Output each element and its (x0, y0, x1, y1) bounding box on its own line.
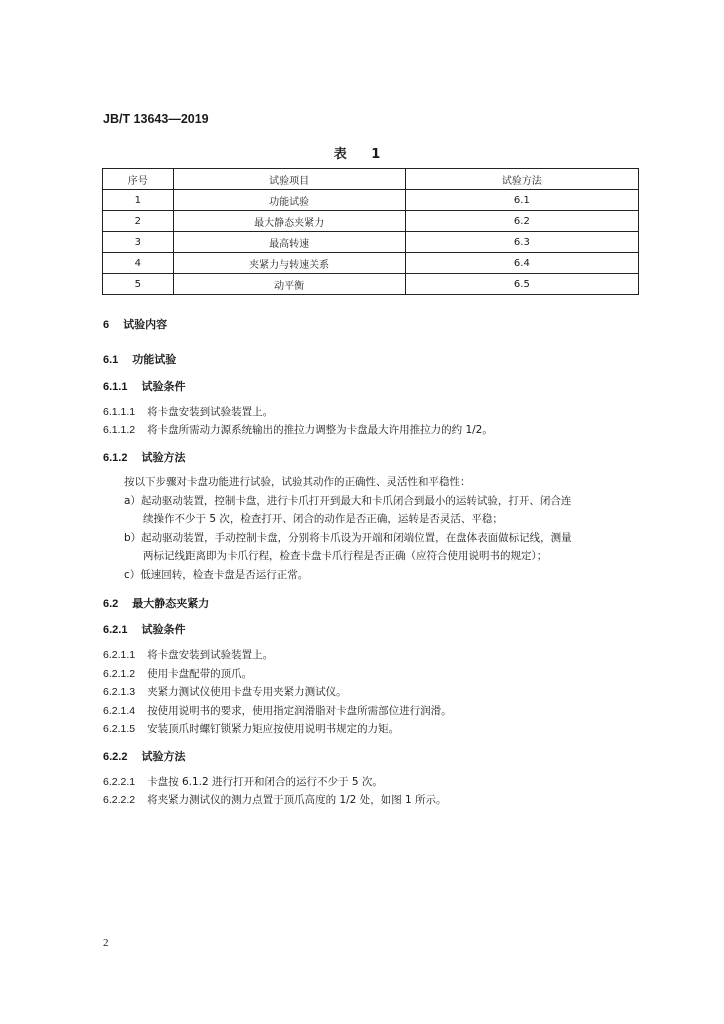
test-items-table (102, 168, 639, 295)
header-test-method: 试验方法 (405, 169, 638, 190)
clause-text: 将卡盘安装到试验装置上。 (147, 649, 274, 661)
cell-test-item: 最高转速 (173, 232, 405, 253)
section-heading (103, 351, 176, 367)
clause-paragraph (103, 684, 347, 699)
clause-number: 6.2.2.2 (103, 794, 136, 806)
page-number: 2 (103, 937, 109, 949)
cell-test-method: 6.1 (405, 190, 638, 211)
clause-number: 6.2.1.1 (103, 649, 136, 661)
cell-serial: 3 (103, 232, 174, 253)
cell-test-method: 6.3 (405, 232, 638, 253)
table-header-row (103, 169, 639, 190)
section-title: 试验方法 (141, 750, 186, 763)
list-item-a-continued: 续操作不少于 5 次，检查打开、闭合的动作是否正确，运转是否灵活、平稳； (143, 513, 503, 525)
cell-test-method: 6.2 (405, 211, 638, 232)
section-heading (103, 449, 185, 465)
clause-number: 6.2.1.3 (103, 686, 136, 698)
table-caption: 表 1 (333, 147, 391, 162)
cell-serial: 2 (103, 211, 174, 232)
cell-test-item: 夹紧力与转速关系 (173, 253, 405, 274)
cell-serial: 5 (103, 274, 174, 295)
section-title: 试验内容 (123, 318, 168, 331)
section-number: 6.2.2 (103, 751, 128, 763)
cell-serial: 1 (103, 190, 174, 211)
section-title: 最大静态夹紧力 (132, 597, 210, 610)
list-item-b-continued: 两标记线距离即为卡爪行程，检查卡盘卡爪行程是否正确（应符合使用说明书的规定）； (143, 550, 548, 562)
section-number: 6.2.1 (103, 624, 128, 636)
list-item-a: a）起动驱动装置，控制卡盘，进行卡爪打开到最大和卡爪闭合到最小的运转试验，打开、闭合连 (124, 495, 572, 507)
section-title: 试验条件 (141, 380, 186, 393)
clause-paragraph (103, 721, 399, 736)
table-row (103, 211, 639, 232)
clause-number: 6.2.1.4 (103, 705, 136, 717)
standard-code: JB/T 13643—2019 (103, 112, 209, 126)
clause-text: 使用卡盘配带的顶爪。 (147, 668, 253, 680)
clause-paragraph (103, 404, 273, 419)
clause-text: 安装顶爪时螺钉锁紧力矩应按使用说明书规定的力矩。 (147, 723, 400, 735)
clause-number: 6.1.1.1 (103, 406, 136, 418)
clause-paragraph (103, 703, 452, 718)
clause-text: 卡盘按 6.1.2 进行打开和闭合的运行不少于 5 次。 (147, 776, 383, 788)
list-item-c: c）低速回转，检查卡盘是否运行正常。 (124, 569, 309, 581)
clause-text: 按使用说明书的要求，使用指定润滑脂对卡盘所需部位进行润滑。 (147, 705, 452, 717)
section-heading (103, 316, 167, 332)
clause-paragraph (103, 647, 273, 662)
cell-test-item: 动平衡 (173, 274, 405, 295)
clause-paragraph (103, 422, 493, 437)
cell-test-method: 6.5 (405, 274, 638, 295)
header-serial: 序号 (103, 169, 174, 190)
list-item-b: b）起动驱动装置，手动控制卡盘，分别将卡爪设为开端和闭端位置，在盘体表面做标记线，测量 (124, 532, 572, 544)
section-heading (103, 748, 185, 764)
section-number: 6.1.1 (103, 381, 128, 393)
clause-text: 将卡盘所需动力源系统输出的推拉力调整为卡盘最大许用推拉力的约 1/2。 (147, 424, 493, 436)
cell-test-item: 功能试验 (173, 190, 405, 211)
table-row (103, 232, 639, 253)
header-test-item: 试验项目 (173, 169, 405, 190)
section-title: 功能试验 (132, 353, 177, 366)
body-paragraph: 按以下步骤对卡盘功能进行试验，试验其动作的正确性、灵活性和平稳性： (124, 476, 471, 488)
section-heading (103, 595, 209, 611)
cell-test-item: 最大静态夹紧力 (173, 211, 405, 232)
clause-paragraph (103, 666, 252, 681)
section-number: 6.1 (103, 354, 119, 366)
section-title: 试验方法 (141, 451, 186, 464)
section-heading (103, 621, 185, 637)
clause-paragraph (103, 792, 447, 807)
cell-test-method: 6.4 (405, 253, 638, 274)
clause-paragraph (103, 774, 383, 789)
section-number: 6.2 (103, 598, 119, 610)
clause-text: 将夹紧力测试仪的测力点置于顶爪高度的 1/2 处，如图 1 所示。 (147, 794, 447, 806)
clause-number: 6.1.1.2 (103, 424, 136, 436)
section-number: 6.1.2 (103, 452, 128, 464)
section-heading (103, 378, 185, 394)
table-row (103, 190, 639, 211)
table-row (103, 274, 639, 295)
clause-text: 夹紧力测试仪使用卡盘专用夹紧力测试仪。 (147, 686, 347, 698)
cell-serial: 4 (103, 253, 174, 274)
clause-number: 6.2.1.2 (103, 668, 136, 680)
section-title: 试验条件 (141, 623, 186, 636)
clause-number: 6.2.2.1 (103, 776, 136, 788)
clause-number: 6.2.1.5 (103, 723, 136, 735)
section-number: 6 (103, 319, 110, 331)
clause-text: 将卡盘安装到试验装置上。 (147, 406, 274, 418)
table-row (103, 253, 639, 274)
